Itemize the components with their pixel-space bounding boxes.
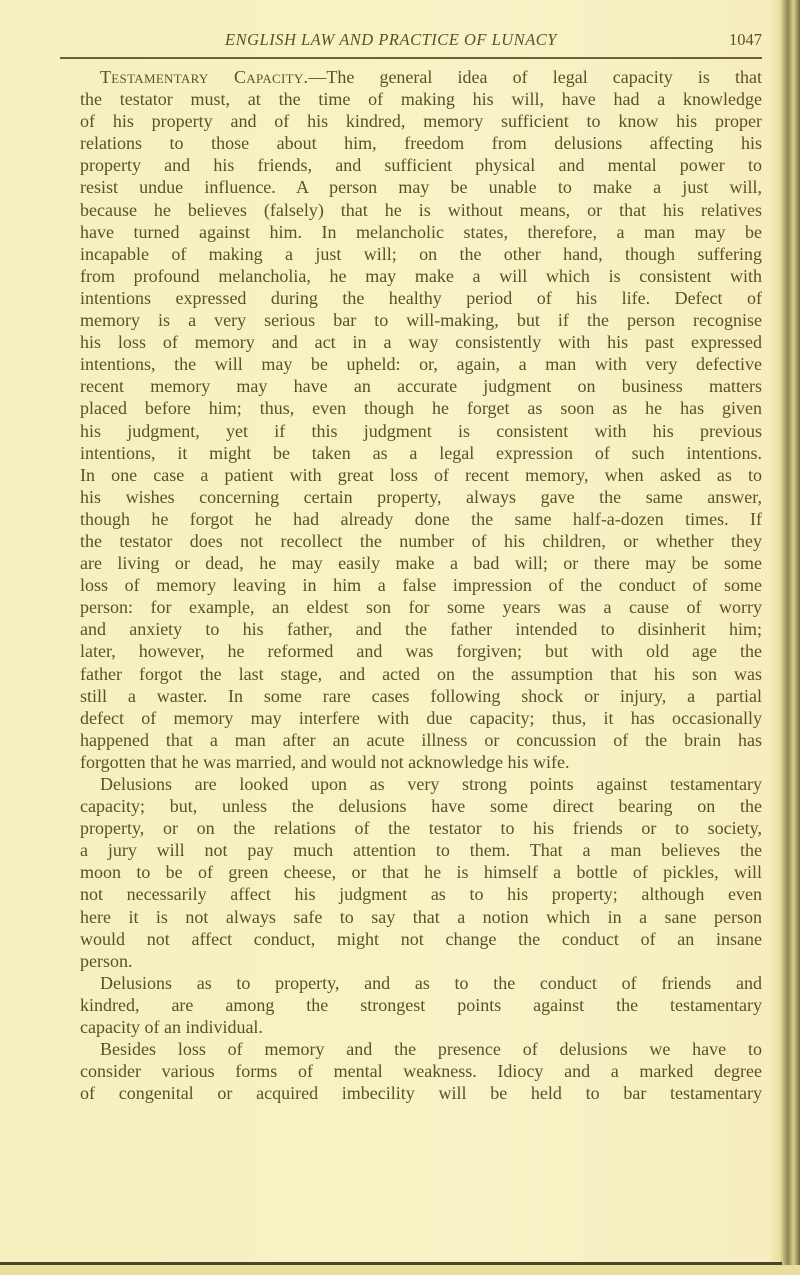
line-text: loss of memory leaving in him a false impression of the conduct of some xyxy=(80,575,762,596)
text-line xyxy=(80,729,762,751)
line-text: recent memory may have an accurate judgment on business matters xyxy=(80,376,762,397)
text-line xyxy=(80,199,762,221)
line-text: not necessarily affect his judgment as to his property; although even xyxy=(80,884,762,905)
line-text: moon to be of green cheese, or that he is himself a bottle of pickles, will xyxy=(80,862,762,883)
line-text: here it is not always safe to say that a notion which in a sane person xyxy=(80,906,762,927)
line-text: —The general idea of legal capacity is that xyxy=(308,67,762,87)
line-text: his loss of memory and act in a way consistently with his past expressed xyxy=(80,332,762,353)
line-text: of congenital or acquired imbecility will be held to bar testamentary xyxy=(80,1083,762,1104)
text-line xyxy=(80,420,762,442)
text-line xyxy=(80,132,762,154)
page-header xyxy=(80,30,762,54)
paragraph xyxy=(80,773,762,972)
line-text: person: for example, an eldest son for some years was a cause of worry xyxy=(80,597,762,618)
line-text: Delusions as to property, and as to the conduct of friends and xyxy=(100,972,762,993)
line-text: property, or on the relations of the testator to his friends or to society, xyxy=(80,818,762,839)
line-text: intentions, it might be taken as a legal expression of such intentions. xyxy=(80,442,762,463)
line-text: a jury will not pay much attention to them. That a man believes the xyxy=(80,840,762,861)
paragraph xyxy=(80,972,762,1038)
text-line xyxy=(80,221,762,243)
text-line xyxy=(80,265,762,287)
line-text: relations to those about him, freedom from delusions affecting his xyxy=(80,133,762,154)
line-text: property and his friends, and sufficient physical and mental power to xyxy=(80,155,762,176)
paragraph xyxy=(80,66,762,773)
line-text: forgotten that he was married, and would not acknowledge his wife. xyxy=(80,751,570,772)
text-line xyxy=(80,552,762,574)
text-line xyxy=(80,397,762,419)
text-line xyxy=(80,1038,762,1060)
line-text: intentions expressed during the healthy period of his life. Defect of xyxy=(80,287,762,308)
line-text: incapable of making a just will; on the other hand, though suffering xyxy=(80,243,762,264)
text-line xyxy=(80,928,762,950)
text-line xyxy=(80,66,762,88)
text-line xyxy=(80,906,762,928)
text-line xyxy=(80,530,762,552)
line-text: Besides loss of memory and the presence of delusions we have to xyxy=(100,1039,762,1060)
page-number: 1047 xyxy=(729,30,762,49)
text-line xyxy=(80,861,762,883)
line-text: consider various forms of mental weakness. Idiocy and a marked degree xyxy=(80,1061,762,1082)
line-text: the testator must, at the time of making his will, have had a knowledge xyxy=(80,89,762,110)
line-text: defect of memory may interfere with due capacity; thus, it has occasionally xyxy=(80,707,762,728)
text-line xyxy=(80,110,762,132)
text-line xyxy=(80,817,762,839)
text-line xyxy=(80,464,762,486)
line-text: are living or dead, he may easily make a bad will; or there may be some xyxy=(80,553,762,574)
line-text: the testator does not recollect the number of his children, or whether they xyxy=(80,530,762,551)
text-line xyxy=(80,751,762,773)
line-text: placed before him; thus, even though he forget as soon as he has given xyxy=(80,398,762,419)
text-line xyxy=(80,287,762,309)
text-line xyxy=(80,375,762,397)
line-text: because he believes (falsely) that he is without means, or that his relatives xyxy=(80,199,762,220)
line-text: his wishes concerning certain property, always gave the same answer, xyxy=(80,486,762,507)
line-text: Delusions are looked upon as very strong points against testamentary xyxy=(100,774,762,794)
line-text: have turned against him. In melancholic states, therefore, a man may be xyxy=(80,221,762,242)
line-text: intentions, the will may be upheld: or, again, a man with very defective xyxy=(80,354,762,375)
text-line xyxy=(80,618,762,640)
line-text: capacity; but, unless the delusions have some direct bearing on the xyxy=(80,796,762,817)
text-line xyxy=(80,994,762,1016)
text-line xyxy=(80,574,762,596)
line-text: resist undue influence. A person may be unable to make a just will, xyxy=(80,177,762,198)
text-line xyxy=(80,309,762,331)
text-line xyxy=(80,331,762,353)
text-line xyxy=(80,353,762,375)
text-line xyxy=(80,176,762,198)
text-line xyxy=(80,883,762,905)
text-line xyxy=(80,773,762,795)
text-line xyxy=(80,596,762,618)
line-text: still a waster. In some rare cases following shock or injury, a partial xyxy=(80,685,762,706)
line-text: person. xyxy=(80,950,133,971)
running-title: ENGLISH LAW AND PRACTICE OF LUNACY xyxy=(225,30,557,49)
section-heading: Testamentary Capacity. xyxy=(100,67,309,87)
paragraph xyxy=(80,1038,762,1104)
text-line xyxy=(80,640,762,662)
line-text: father forgot the last stage, and acted on the assumption that his son was xyxy=(80,663,762,684)
line-text: his judgment, yet if this judgment is consistent with his previous xyxy=(80,420,762,441)
line-text: of his property and of his kindred, memory sufficient to know his proper xyxy=(80,111,762,132)
line-text: kindred, are among the strongest points against the testamentary xyxy=(80,994,762,1015)
text-line xyxy=(80,486,762,508)
line-text: from profound melancholia, he may make a will which is consistent with xyxy=(80,265,762,286)
text-line xyxy=(80,1082,762,1104)
text-line xyxy=(80,685,762,707)
text-line xyxy=(80,972,762,994)
text-line xyxy=(80,1060,762,1082)
page-bottom-shade xyxy=(0,1265,800,1275)
text-line xyxy=(80,243,762,265)
line-text: In one case a patient with great loss of recent memory, when asked as to xyxy=(80,464,762,485)
line-text: later, however, he reformed and was forgiven; but with old age the xyxy=(80,641,762,662)
text-line xyxy=(80,442,762,464)
line-text: would not affect conduct, might not change the conduct of an insane xyxy=(80,928,762,949)
line-text: happened that a man after an acute illness or concussion of the brain has xyxy=(80,729,762,750)
page-body xyxy=(80,66,762,1104)
text-line xyxy=(80,795,762,817)
line-text: and anxiety to his father, and the father intended to disinherit him; xyxy=(80,619,762,640)
text-line xyxy=(80,1016,762,1038)
line-text: capacity of an individual. xyxy=(80,1017,263,1038)
text-line xyxy=(80,508,762,530)
text-line xyxy=(80,663,762,685)
text-line xyxy=(80,154,762,176)
text-line xyxy=(80,839,762,861)
text-line xyxy=(80,950,762,972)
line-text: memory is a very serious bar to will-making, but if the person recognise xyxy=(80,310,762,331)
text-line xyxy=(80,707,762,729)
header-rule xyxy=(60,57,762,59)
text-line xyxy=(80,88,762,110)
line-text: though he forgot he had already done the same half-a-dozen times. If xyxy=(80,508,762,529)
